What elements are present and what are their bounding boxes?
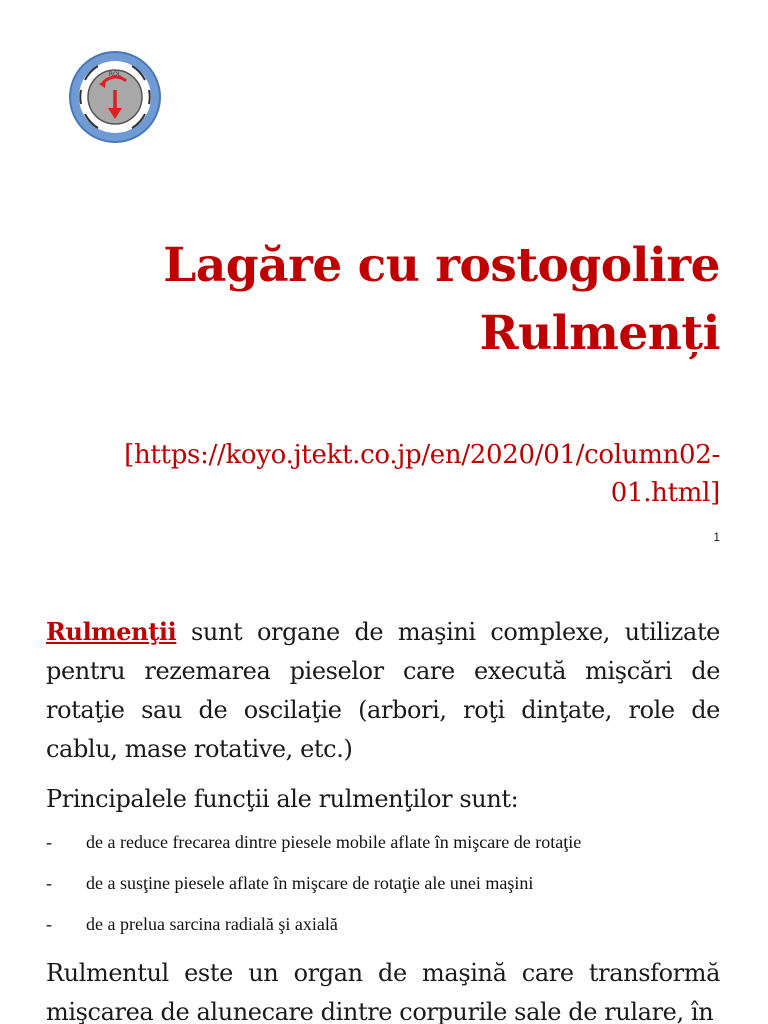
source-line-1[interactable]: [https://koyo.jtekt.co.jp/en/2020/01/column02- — [124, 440, 720, 470]
intro-text: sunt organe de maşini complexe, utilizate pentru rezemarea pieselor care execută mişcări de rotaţie sau de oscilaţie (arbori, roţi dinţate, role de cablu, mase rotative, etc.) — [46, 618, 720, 763]
list-item — [46, 826, 736, 867]
closing-paragraph: Rulmentul este un organ de maşină care transformă mişcarea de alunecare dintre corpurile sale de rulare, în — [46, 959, 720, 1024]
bearing-logo-icon — [68, 50, 162, 144]
list-item-text: de a susţine piesele aflate în mişcare de rotaţie ale unei maşini — [86, 873, 534, 893]
bearing-logo — [68, 50, 162, 144]
list-dash: - — [46, 832, 52, 852]
source-line-2[interactable]: 01.html] — [610, 478, 720, 508]
title-line-1: Lagăre cu rostogolire — [163, 238, 720, 293]
functions-list — [46, 826, 736, 949]
page-title — [80, 232, 720, 368]
logo-label: ROL — [108, 71, 122, 78]
list-item-text: de a reduce frecarea dintre piesele mobile aflate în mişcare de rotaţie — [86, 832, 582, 852]
intro-term: Rulmenţii — [46, 617, 177, 646]
list-dash: - — [46, 873, 52, 893]
intro-paragraph — [46, 612, 720, 769]
list-item — [46, 908, 736, 949]
list-item — [46, 867, 736, 908]
footnote-number: 1 — [713, 530, 720, 544]
title-line-2: Rulmenți — [479, 306, 720, 361]
list-dash: - — [46, 914, 52, 934]
source-link[interactable] — [60, 436, 720, 512]
functions-heading: Principalele funcţii ale rulmenţilor sunt: — [46, 785, 519, 813]
list-item-text: de a prelua sarcina radială şi axială — [86, 914, 338, 934]
